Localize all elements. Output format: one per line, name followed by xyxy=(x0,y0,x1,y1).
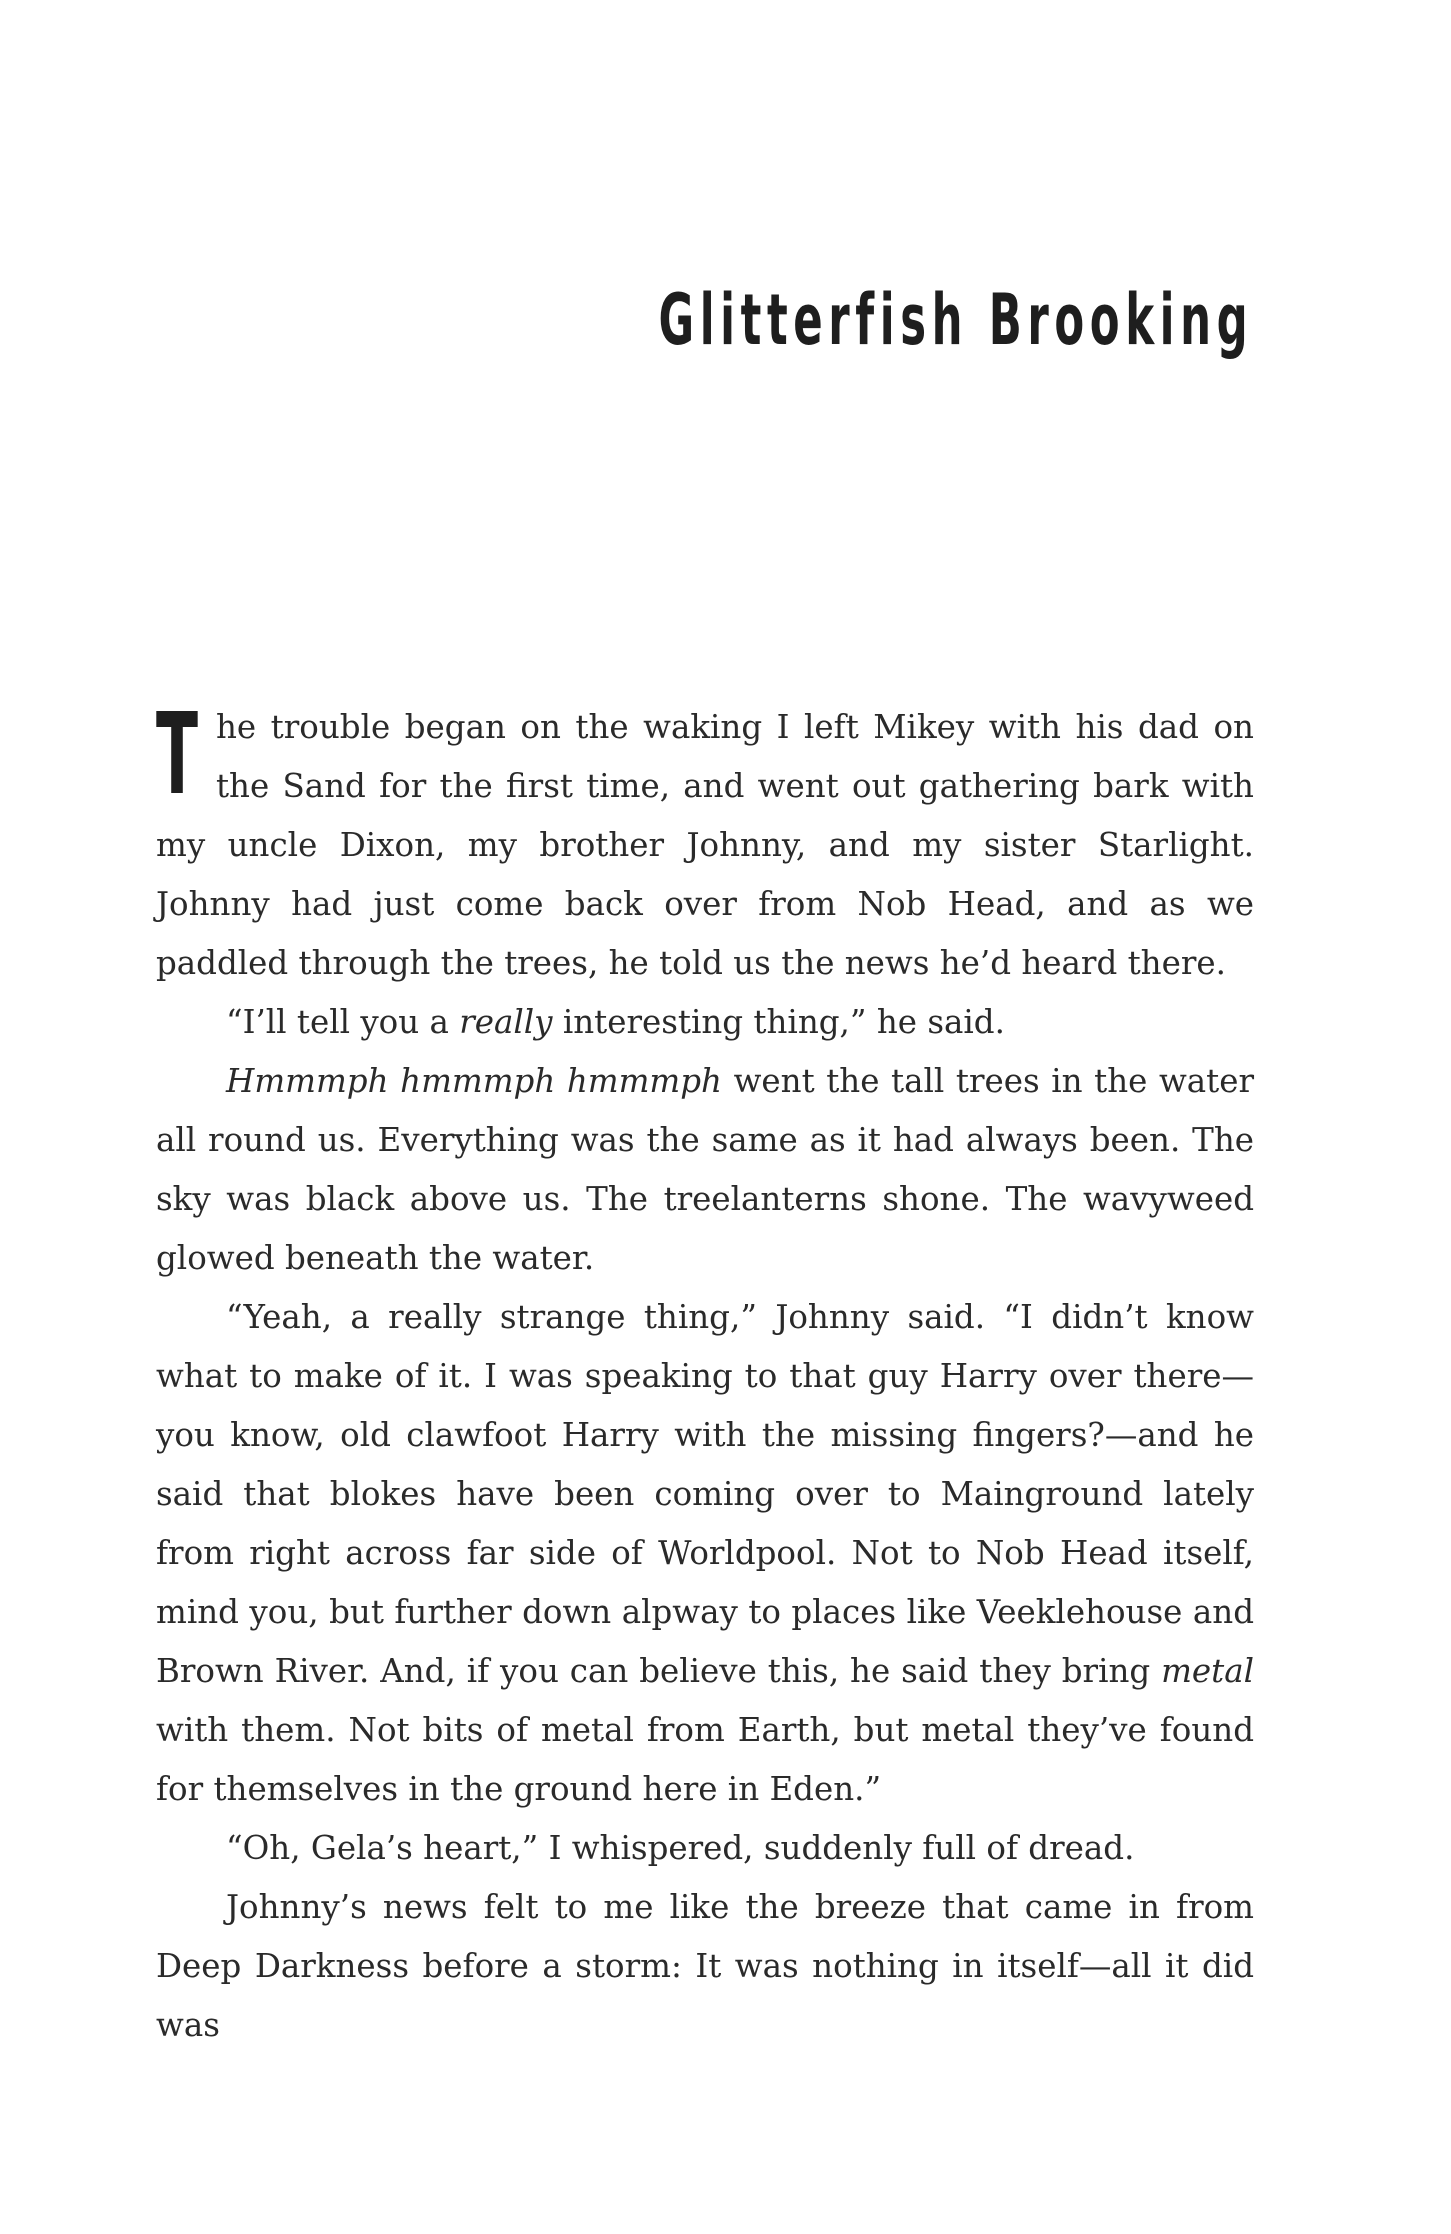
chapter-title: Glitterfish Brooking xyxy=(658,278,1253,361)
paragraph-text: interesting thing,” he said. xyxy=(552,1003,1005,1041)
italic-text: really xyxy=(459,1003,553,1041)
paragraph-3 xyxy=(156,1052,1254,1288)
paragraph-5 xyxy=(156,1819,1254,1878)
paragraph-6 xyxy=(156,1878,1254,2055)
paragraph-text: “Yeah, a really strange thing,” Johnny said. “I didn’t know what to make of it. I was speaking to that guy Harry over there—you know, old clawfoot Harry with the missing fingers?—and he said that blokes have been coming over to Mainground lately from right across far side of Worldpool. Not to Nob Head itself, mind you, but further down alpway to places like Veeklehouse and Brown River. And, if you can believe this, he said they bring xyxy=(156,1298,1254,1690)
italic-text: Hmmmph hmmmph hmmmph xyxy=(226,1062,722,1100)
paragraph-text: “I’ll tell you a xyxy=(226,1003,460,1041)
chapter-body xyxy=(156,690,1254,2055)
paragraph-text: went the tall trees in the water all round us. Everything was the same as it had always been. The sky was black above us. The treelanterns shone. The wavyweed glowed beneath the water. xyxy=(156,1062,1254,1277)
italic-text: metal xyxy=(1161,1652,1254,1690)
paragraph-text: Johnny’s news felt to me like the breeze that came in from Deep Darkness before a storm: It was nothing in itself—all it did was xyxy=(156,1888,1254,2044)
paragraph-text: with them. Not bits of metal from Earth, but metal they’ve found for themselves in the ground here in Eden.” xyxy=(156,1711,1254,1808)
paragraph-text: “Oh, Gela’s heart,” I whispered, suddenly full of dread. xyxy=(226,1829,1135,1867)
paragraph-4 xyxy=(156,1288,1254,1819)
drop-cap: T xyxy=(156,690,199,820)
paragraph-1 xyxy=(156,690,1254,993)
paragraph-text: he trouble began on the waking I left Mikey with his dad on the Sand for the first time, and went out gathering bark with my uncle Dixon, my brother Johnny, and my sister Starlight. Johnny had just come back over from Nob Head, and as we paddled through the trees, he told us the news he’d heard there. xyxy=(156,708,1254,982)
paragraph-2 xyxy=(156,993,1254,1052)
